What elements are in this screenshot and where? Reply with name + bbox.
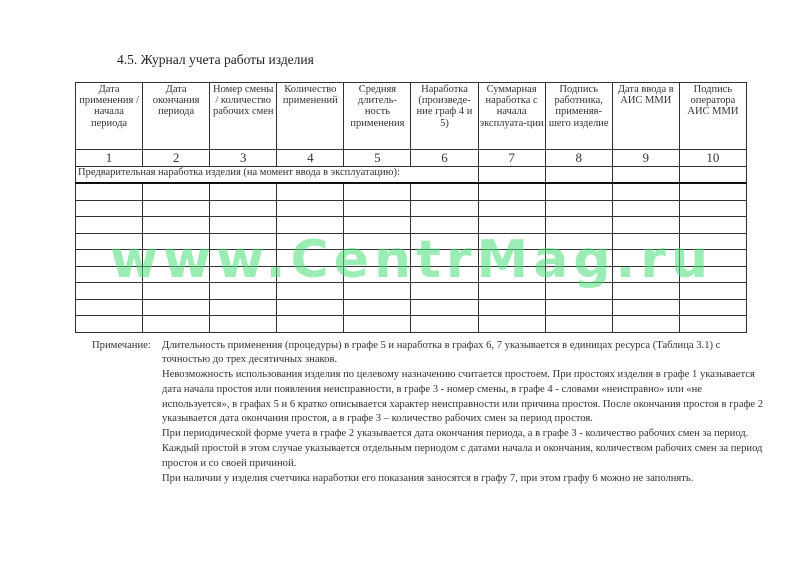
preliminary-row bbox=[76, 167, 747, 184]
table-cell[interactable] bbox=[76, 299, 143, 316]
table-cell[interactable] bbox=[210, 217, 277, 234]
table-cell[interactable] bbox=[679, 299, 746, 316]
table-cell[interactable] bbox=[344, 266, 411, 283]
table-cell[interactable] bbox=[143, 316, 210, 333]
table-cell[interactable] bbox=[545, 200, 612, 217]
table-row bbox=[76, 250, 747, 267]
column-header: Средняя длитель-ность применения bbox=[344, 83, 411, 150]
table-cell[interactable] bbox=[76, 316, 143, 333]
table-cell[interactable] bbox=[679, 283, 746, 300]
document-body bbox=[75, 82, 765, 486]
table-cell[interactable] bbox=[411, 283, 478, 300]
table-cell[interactable] bbox=[277, 217, 344, 234]
column-number: 6 bbox=[411, 150, 478, 167]
table-cell[interactable] bbox=[76, 250, 143, 267]
table-cell[interactable] bbox=[612, 250, 679, 267]
table-cell[interactable] bbox=[545, 316, 612, 333]
table-cell[interactable] bbox=[277, 200, 344, 217]
notes bbox=[92, 339, 765, 487]
column-number-row bbox=[76, 150, 747, 167]
table-cell[interactable] bbox=[143, 266, 210, 283]
column-header: Подпись оператора АИС ММИ bbox=[679, 83, 746, 150]
note-paragraph: Невозможность использования изделия по целевому назначению считается простоем. При простоях изделия в графе 1 указывается дата начала простоя или появления неисправности, в графе 3 - номер смены, в графе 4 - словами «неисправно» или «не используется», в графах 5 и 6 кратко описывается характер неисправности или причина простоя. После окончания простоя в графе 2 указывается дата окончания простоя, а в графе 3 – количество рабочих смен за период простоя. bbox=[162, 369, 764, 425]
table-row bbox=[76, 233, 747, 250]
table-cell[interactable] bbox=[478, 299, 545, 316]
table-cell[interactable] bbox=[344, 200, 411, 217]
table-row bbox=[76, 299, 747, 316]
column-header: Дата окончания периода bbox=[143, 83, 210, 150]
table-cell[interactable] bbox=[277, 250, 344, 267]
table-cell[interactable] bbox=[210, 299, 277, 316]
table-cell[interactable] bbox=[143, 299, 210, 316]
table-cell[interactable] bbox=[478, 217, 545, 234]
table-cell[interactable] bbox=[478, 266, 545, 283]
table-cell[interactable] bbox=[478, 167, 545, 184]
table-row bbox=[76, 200, 747, 217]
table-cell[interactable] bbox=[76, 266, 143, 283]
header-row bbox=[76, 83, 747, 150]
column-header: Наработка (произведе-ние граф 4 и 5) bbox=[411, 83, 478, 150]
column-number: 9 bbox=[612, 150, 679, 167]
table-cell[interactable] bbox=[210, 200, 277, 217]
table-cell[interactable] bbox=[277, 266, 344, 283]
table-cell[interactable] bbox=[277, 299, 344, 316]
usage-log-table bbox=[75, 82, 747, 333]
table-row bbox=[76, 283, 747, 300]
table-cell[interactable] bbox=[76, 233, 143, 250]
table-cell[interactable] bbox=[612, 217, 679, 234]
table-cell[interactable] bbox=[612, 283, 679, 300]
table-row bbox=[76, 183, 747, 200]
column-header: Дата ввода в АИС ММИ bbox=[612, 83, 679, 150]
table-cell[interactable] bbox=[344, 233, 411, 250]
table-cell[interactable] bbox=[545, 266, 612, 283]
table-cell[interactable] bbox=[478, 283, 545, 300]
table-cell[interactable] bbox=[545, 167, 612, 184]
table-cell[interactable] bbox=[679, 217, 746, 234]
table-cell[interactable] bbox=[679, 167, 746, 184]
table-cell[interactable] bbox=[612, 316, 679, 333]
table-cell[interactable] bbox=[545, 299, 612, 316]
table-cell[interactable] bbox=[344, 316, 411, 333]
table-cell[interactable] bbox=[76, 217, 143, 234]
table-cell[interactable] bbox=[545, 250, 612, 267]
table-cell[interactable] bbox=[344, 250, 411, 267]
table-cell[interactable] bbox=[76, 183, 143, 200]
table-cell[interactable] bbox=[679, 233, 746, 250]
table-cell[interactable] bbox=[679, 183, 746, 200]
column-number: 2 bbox=[143, 150, 210, 167]
table-cell[interactable] bbox=[277, 316, 344, 333]
table-cell[interactable] bbox=[143, 217, 210, 234]
column-header: Подпись работника, применяв-шего изделие bbox=[545, 83, 612, 150]
table-cell[interactable] bbox=[143, 200, 210, 217]
column-header: Номер смены / количество рабочих смен bbox=[210, 83, 277, 150]
table-cell[interactable] bbox=[411, 299, 478, 316]
table-cell[interactable] bbox=[210, 266, 277, 283]
table-cell[interactable] bbox=[210, 183, 277, 200]
column-number: 1 bbox=[76, 150, 143, 167]
table-cell[interactable] bbox=[612, 167, 679, 184]
table-cell[interactable] bbox=[679, 250, 746, 267]
table-cell[interactable] bbox=[344, 283, 411, 300]
table-cell[interactable] bbox=[679, 266, 746, 283]
table-cell[interactable] bbox=[411, 233, 478, 250]
note-paragraph: При наличии у изделия счетчика наработки его показания заносятся в графу 7, при этом графу 6 можно не заполнять. bbox=[162, 472, 694, 484]
note-paragraph: При периодической форме учета в графе 2 указывается дата окончания периода, а в графе 3 - количество рабочих смен за период. Каждый простой в этом случае указывается отдельным периодом с датами начала и окончания, количеством рабочих смен за период простоя и со своей причиной. bbox=[162, 428, 763, 469]
table-cell[interactable] bbox=[143, 283, 210, 300]
table-cell[interactable] bbox=[143, 233, 210, 250]
column-number: 8 bbox=[545, 150, 612, 167]
table-cell[interactable] bbox=[411, 200, 478, 217]
table-row bbox=[76, 217, 747, 234]
table-cell[interactable] bbox=[411, 316, 478, 333]
column-number: 3 bbox=[210, 150, 277, 167]
table-cell[interactable] bbox=[478, 316, 545, 333]
watermark: www.CentrMag.ru bbox=[110, 230, 713, 290]
table-cell[interactable] bbox=[545, 183, 612, 200]
column-number: 7 bbox=[478, 150, 545, 167]
note-paragraph: Длительность применения (процедуры) в графе 5 и наработка в графах 6, 7 указывается в единицах ресурса (Таблица 3.1) с точностью до трех десятичных знаков. bbox=[162, 339, 721, 366]
table-cell[interactable] bbox=[545, 233, 612, 250]
table-cell[interactable] bbox=[478, 183, 545, 200]
table-cell[interactable] bbox=[210, 250, 277, 267]
table-cell[interactable] bbox=[478, 233, 545, 250]
table-cell[interactable] bbox=[277, 283, 344, 300]
table-cell[interactable] bbox=[612, 200, 679, 217]
section-title: 4.5. Журнал учета работы изделия bbox=[117, 52, 314, 67]
column-number: 4 bbox=[277, 150, 344, 167]
table-cell[interactable] bbox=[76, 200, 143, 217]
table-cell[interactable] bbox=[411, 183, 478, 200]
column-header: Дата применения / начала периода bbox=[76, 83, 143, 150]
table-cell[interactable] bbox=[545, 217, 612, 234]
table-cell[interactable] bbox=[411, 250, 478, 267]
table-cell[interactable] bbox=[344, 183, 411, 200]
column-number: 5 bbox=[344, 150, 411, 167]
table-cell[interactable] bbox=[344, 299, 411, 316]
column-number: 10 bbox=[679, 150, 746, 167]
table-row bbox=[76, 266, 747, 283]
table-cell[interactable] bbox=[679, 200, 746, 217]
table-cell[interactable] bbox=[277, 233, 344, 250]
table-cell[interactable] bbox=[143, 250, 210, 267]
table-cell[interactable] bbox=[612, 266, 679, 283]
table-row bbox=[76, 316, 747, 333]
table-cell[interactable] bbox=[411, 217, 478, 234]
table-cell[interactable] bbox=[210, 283, 277, 300]
table-cell[interactable] bbox=[210, 233, 277, 250]
table-cell[interactable] bbox=[411, 266, 478, 283]
notes-label: Примечание: bbox=[92, 339, 151, 351]
table-cell[interactable] bbox=[612, 233, 679, 250]
table-cell[interactable] bbox=[478, 200, 545, 217]
table-cell[interactable] bbox=[210, 316, 277, 333]
table-cell[interactable] bbox=[344, 217, 411, 234]
table-cell[interactable] bbox=[679, 316, 746, 333]
preliminary-label: Предварительная наработка изделия (на момент ввода в эксплуатацию): bbox=[76, 167, 479, 184]
table-cell[interactable] bbox=[143, 183, 210, 200]
table-cell[interactable] bbox=[277, 183, 344, 200]
table-cell[interactable] bbox=[76, 283, 143, 300]
column-header: Суммарная наработка с начала эксплуата-ции bbox=[478, 83, 545, 150]
table-cell[interactable] bbox=[478, 250, 545, 267]
table-cell[interactable] bbox=[545, 283, 612, 300]
table-cell[interactable] bbox=[612, 299, 679, 316]
column-header: Количество применений bbox=[277, 83, 344, 150]
table-cell[interactable] bbox=[612, 183, 679, 200]
